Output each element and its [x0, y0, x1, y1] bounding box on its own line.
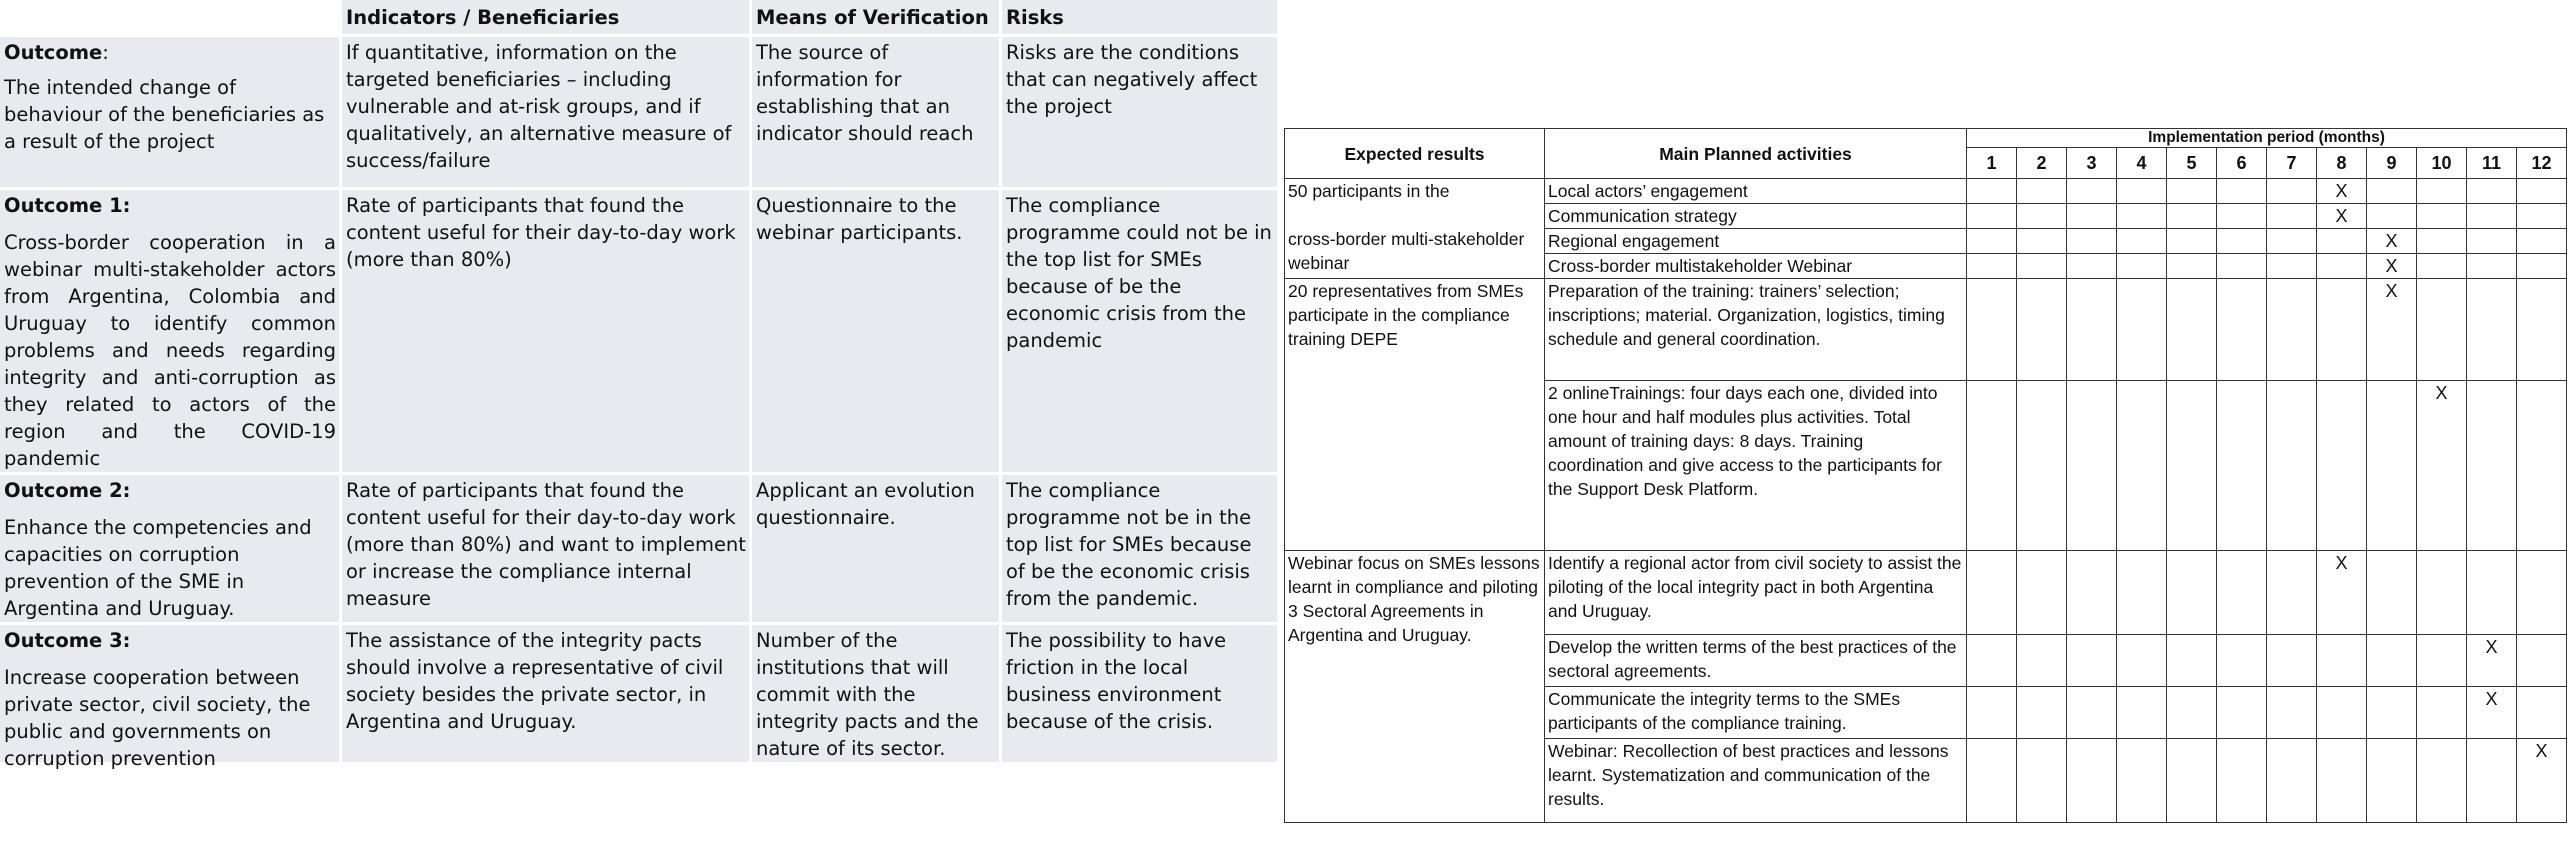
month-cell-8 — [2317, 254, 2367, 279]
month-cell-12 — [2517, 179, 2567, 204]
month-header-4: 4 — [2117, 148, 2167, 179]
activity-label: Identify a regional actor from civil society to assist the piloting of the local integrity pact in both Argentina and Uruguay. — [1545, 551, 1967, 635]
outcome-2-cell — [0, 475, 342, 625]
activity-row — [1285, 179, 2567, 204]
activity-label: Webinar: Recollection of best practices and lessons learnt. Systematization and communication of the results. — [1545, 739, 1967, 823]
header-main-activities: Main Planned activities — [1545, 129, 1967, 179]
month-cell-7 — [2267, 687, 2317, 739]
header-blank — [0, 0, 342, 37]
month-cell-12 — [2517, 229, 2567, 254]
month-cell-9 — [2367, 739, 2417, 823]
outcome-3-text: Increase cooperation between private sector, civil society, the public and governments on corruption prevention — [4, 666, 311, 770]
month-cell-5 — [2167, 229, 2217, 254]
month-cell-12 — [2517, 279, 2567, 381]
header-means: Means of Verification — [752, 0, 1002, 37]
activity-month-mark: X — [2467, 635, 2517, 687]
month-cell-4 — [2117, 279, 2167, 381]
header-risks: Risks — [1002, 0, 1280, 37]
month-cell-2 — [2017, 739, 2067, 823]
activity-label: Communication strategy — [1545, 204, 1967, 229]
month-cell-2 — [2017, 254, 2067, 279]
month-header-6: 6 — [2217, 148, 2267, 179]
implementation-table — [1284, 128, 2567, 823]
month-cell-4 — [2117, 254, 2167, 279]
month-cell-1 — [1967, 381, 2017, 551]
month-cell-5 — [2167, 204, 2217, 229]
month-cell-6 — [2217, 204, 2267, 229]
outcome-definition-cell — [0, 37, 342, 190]
outcome-1-text: Cross-border cooperation in a webinar multi-stakeholder actors from Argentina, Colombia and Uruguay to identify common problems and needs regarding integrity and anti-corruption as they related to actors of the region and the COVID-19 pandemic — [4, 231, 336, 470]
month-header-2: 2 — [2017, 148, 2067, 179]
means-definition: The source of information for establishing that an indicator should reach — [752, 37, 1002, 190]
activity-label: Preparation of the training: trainers’ selection; inscriptions; material. Organization, logistics, timing schedule and general coordination. — [1545, 279, 1967, 381]
outcome-1-indicators: Rate of participants that found the content useful for their day-to-day work (more than 80%) — [342, 190, 752, 475]
month-cell-1 — [1967, 551, 2017, 635]
month-cell-11 — [2467, 279, 2517, 381]
activity-label: Cross-border multistakeholder Webinar — [1545, 254, 1967, 279]
month-cell-10 — [2417, 551, 2467, 635]
month-cell-5 — [2167, 254, 2217, 279]
month-cell-7 — [2267, 229, 2317, 254]
month-cell-5 — [2167, 179, 2217, 204]
month-cell-3 — [2067, 551, 2117, 635]
risks-definition: Risks are the conditions that can negatively affect the project — [1002, 37, 1280, 190]
activity-month-mark: X — [2317, 551, 2367, 635]
month-cell-8 — [2317, 687, 2367, 739]
month-cell-8 — [2317, 739, 2367, 823]
month-cell-4 — [2117, 635, 2167, 687]
logframe-header-row — [0, 0, 1280, 37]
month-cell-2 — [2017, 381, 2067, 551]
month-cell-8 — [2317, 635, 2367, 687]
month-cell-10 — [2417, 739, 2467, 823]
month-cell-4 — [2117, 381, 2167, 551]
month-cell-8 — [2317, 229, 2367, 254]
month-cell-6 — [2217, 229, 2267, 254]
month-cell-3 — [2067, 381, 2117, 551]
month-cell-5 — [2167, 635, 2217, 687]
outcome-1-cell — [0, 190, 342, 475]
outcome-3-means: Number of the institutions that will commit with the integrity pacts and the nature of its sector. — [752, 625, 1002, 765]
month-cell-12 — [2517, 687, 2567, 739]
month-cell-9 — [2367, 381, 2417, 551]
month-cell-9 — [2367, 204, 2417, 229]
month-cell-8 — [2317, 381, 2367, 551]
logframe-table — [0, 0, 1280, 770]
activity-label: Communicate the integrity terms to the SMEs participants of the compliance training. — [1545, 687, 1967, 739]
month-cell-7 — [2267, 204, 2317, 229]
month-header-12: 12 — [2517, 148, 2567, 179]
month-cell-12 — [2517, 551, 2567, 635]
activity-label: Develop the written terms of the best practices of the sectoral agreements. — [1545, 635, 1967, 687]
month-cell-7 — [2267, 381, 2317, 551]
month-header-5: 5 — [2167, 148, 2217, 179]
month-cell-3 — [2067, 254, 2117, 279]
month-cell-6 — [2217, 381, 2267, 551]
activity-month-mark: X — [2317, 204, 2367, 229]
outcome-label: Outcome — [4, 41, 103, 64]
outcome-2-means: Applicant an evolution questionnaire. — [752, 475, 1002, 625]
header-indicators: Indicators / Beneficiaries — [342, 0, 752, 37]
outcome-2-indicators: Rate of participants that found the content useful for their day-to-day work (more than 80%) and want to implement or increase the compliance internal measure — [342, 475, 752, 625]
month-cell-2 — [2017, 635, 2067, 687]
activity-month-mark: X — [2367, 279, 2417, 381]
month-cell-6 — [2217, 739, 2267, 823]
header-implementation-period: Implementation period (months) — [1967, 129, 2567, 148]
activity-row — [1285, 279, 2567, 381]
month-cell-9 — [2367, 687, 2417, 739]
outcome-2-risks: The compliance programme not be in the top list for SMEs because of be the economic crisis from the pandemic. — [1002, 475, 1280, 625]
month-cell-4 — [2117, 551, 2167, 635]
month-cell-1 — [1967, 179, 2017, 204]
month-cell-6 — [2217, 635, 2267, 687]
activity-month-mark: X — [2367, 254, 2417, 279]
month-cell-1 — [1967, 279, 2017, 381]
activity-month-mark: X — [2317, 179, 2367, 204]
month-cell-6 — [2217, 179, 2267, 204]
month-cell-10 — [2417, 279, 2467, 381]
month-cell-7 — [2267, 279, 2317, 381]
month-cell-7 — [2267, 635, 2317, 687]
month-header-8: 8 — [2317, 148, 2367, 179]
month-header-7: 7 — [2267, 148, 2317, 179]
outcome-3-cell — [0, 625, 342, 770]
month-cell-3 — [2067, 204, 2117, 229]
month-cell-1 — [1967, 254, 2017, 279]
activity-label: Local actors’ engagement — [1545, 179, 1967, 204]
outcome-2-row — [0, 475, 1280, 625]
month-cell-10 — [2417, 229, 2467, 254]
month-cell-7 — [2267, 254, 2317, 279]
month-cell-7 — [2267, 551, 2317, 635]
month-cell-11 — [2467, 381, 2517, 551]
month-cell-12 — [2517, 381, 2567, 551]
month-header-3: 3 — [2067, 148, 2117, 179]
month-cell-1 — [1967, 635, 2017, 687]
month-cell-5 — [2167, 551, 2217, 635]
month-cell-2 — [2017, 179, 2067, 204]
month-cell-4 — [2117, 739, 2167, 823]
month-cell-10 — [2417, 687, 2467, 739]
month-cell-7 — [2267, 739, 2317, 823]
month-cell-3 — [2067, 687, 2117, 739]
month-cell-5 — [2167, 739, 2217, 823]
activity-label: 2 onlineTrainings: four days each one, divided into one hour and half modules plus activities. Total amount of training days: 8 days. Training coordination and give access to the participants for the Support Desk Platform. — [1545, 381, 1967, 551]
month-cell-11 — [2467, 229, 2517, 254]
month-cell-2 — [2017, 279, 2067, 381]
month-cell-1 — [1967, 229, 2017, 254]
month-cell-2 — [2017, 687, 2067, 739]
month-cell-10 — [2417, 635, 2467, 687]
gantt-header-row-1 — [1285, 129, 2567, 148]
activity-month-mark: X — [2467, 687, 2517, 739]
month-cell-2 — [2017, 551, 2067, 635]
month-cell-3 — [2067, 279, 2117, 381]
outcome-1-means: Questionnaire to the webinar participants. — [752, 190, 1002, 475]
month-cell-6 — [2217, 551, 2267, 635]
month-cell-11 — [2467, 551, 2517, 635]
expected-result-2: 20 representatives from SMEs participate in the compliance training DEPE — [1285, 279, 1545, 551]
month-cell-3 — [2067, 179, 2117, 204]
outcome-2-title: Outcome 2: — [4, 479, 131, 502]
logframe-definition-row — [0, 37, 1280, 190]
month-cell-1 — [1967, 204, 2017, 229]
month-cell-9 — [2367, 635, 2417, 687]
month-cell-4 — [2117, 687, 2167, 739]
month-cell-10 — [2417, 179, 2467, 204]
month-cell-3 — [2067, 739, 2117, 823]
month-cell-1 — [1967, 687, 2017, 739]
outcome-1-title: Outcome 1: — [4, 194, 131, 217]
month-cell-8 — [2317, 279, 2367, 381]
month-cell-4 — [2117, 204, 2167, 229]
month-header-11: 11 — [2467, 148, 2517, 179]
month-cell-6 — [2217, 254, 2267, 279]
month-cell-9 — [2367, 179, 2417, 204]
month-cell-11 — [2467, 179, 2517, 204]
month-cell-3 — [2067, 229, 2117, 254]
expected-result-3: Webinar focus on SMEs lessons learnt in compliance and piloting 3 Sectoral Agreements in Argentina and Uruguay. — [1285, 551, 1545, 823]
month-cell-11 — [2467, 739, 2517, 823]
outcome-1-risks: The compliance programme could not be in the top list for SMEs because of be the economic crisis from the pandemic — [1002, 190, 1280, 475]
outcome-2-text: Enhance the competencies and capacities on corruption prevention of the SME in Argentina and Uruguay. — [4, 516, 312, 620]
activity-row — [1285, 551, 2567, 635]
month-cell-5 — [2167, 279, 2217, 381]
month-header-10: 10 — [2417, 148, 2467, 179]
month-cell-2 — [2017, 229, 2067, 254]
outcome-3-row — [0, 625, 1280, 765]
month-cell-12 — [2517, 254, 2567, 279]
gantt-body — [1285, 179, 2567, 823]
month-cell-4 — [2117, 229, 2167, 254]
month-cell-10 — [2417, 254, 2467, 279]
outcome-3-indicators: The assistance of the integrity pacts should involve a representative of civil society besides the private sector, in Argentina and Uruguay. — [342, 625, 752, 765]
month-cell-12 — [2517, 204, 2567, 229]
activity-month-mark: X — [2417, 381, 2467, 551]
outcome-1-row — [0, 190, 1280, 475]
month-cell-12 — [2517, 635, 2567, 687]
month-cell-1 — [1967, 739, 2017, 823]
month-cell-6 — [2217, 279, 2267, 381]
month-cell-10 — [2417, 204, 2467, 229]
header-expected-results: Expected results — [1285, 129, 1545, 179]
month-cell-7 — [2267, 179, 2317, 204]
outcome-label-colon: : — [102, 41, 109, 64]
month-header-1: 1 — [1967, 148, 2017, 179]
activity-month-mark: X — [2367, 229, 2417, 254]
month-cell-4 — [2117, 179, 2167, 204]
indicators-definition: If quantitative, information on the targeted beneficiaries – including vulnerable and at-risk groups, and if qualitatively, an alternative measure of success/failure — [342, 37, 752, 190]
outcome-3-title: Outcome 3: — [4, 629, 131, 652]
month-cell-11 — [2467, 204, 2517, 229]
month-cell-5 — [2167, 687, 2217, 739]
month-header-9: 9 — [2367, 148, 2417, 179]
activity-label: Regional engagement — [1545, 229, 1967, 254]
month-cell-3 — [2067, 635, 2117, 687]
expected-result-1: 50 participants in the cross-border multi-stakeholder webinar — [1285, 179, 1545, 279]
activity-month-mark: X — [2517, 739, 2567, 823]
month-cell-6 — [2217, 687, 2267, 739]
month-cell-2 — [2017, 204, 2067, 229]
outcome-3-risks: The possibility to have friction in the local business environment because of the crisis. — [1002, 625, 1280, 765]
month-cell-11 — [2467, 254, 2517, 279]
outcome-definition-text: The intended change of behaviour of the beneficiaries as a result of the project — [4, 76, 325, 153]
month-cell-5 — [2167, 381, 2217, 551]
month-cell-9 — [2367, 551, 2417, 635]
